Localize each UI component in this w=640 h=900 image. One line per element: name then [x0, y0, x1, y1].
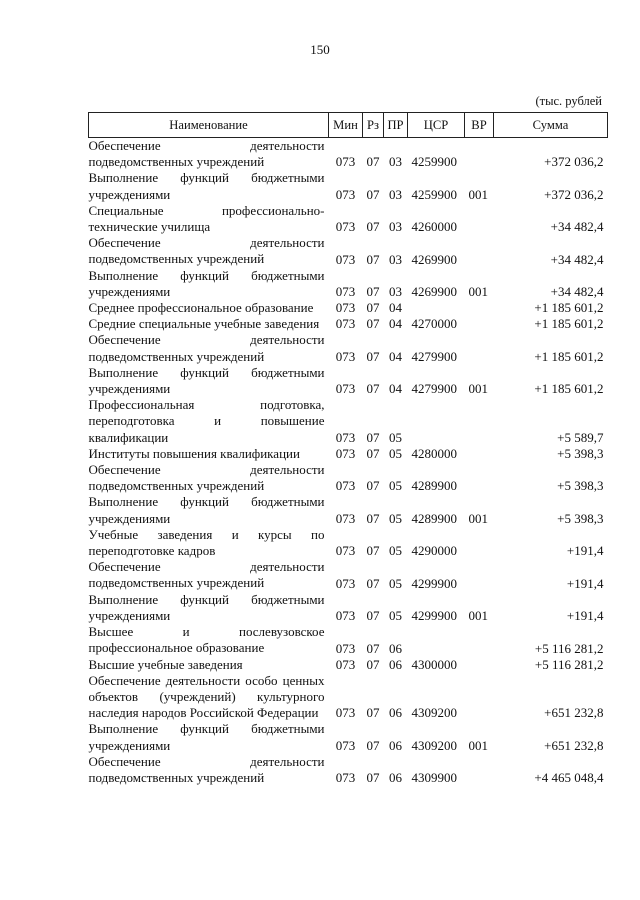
row-csr-cell: 4299900 [411, 575, 457, 591]
row-name-cell: Обеспечение деятельности особо ценных объектов (учреждений) культурного наследия народов Российской Федерации [88, 672, 325, 721]
table-row [89, 316, 608, 332]
table-row [89, 592, 608, 624]
row-pr-cell: 06 [389, 737, 402, 753]
row-name-cell: Выполнение функций бюджетными учреждениями [88, 721, 325, 753]
table-row [89, 559, 608, 591]
row-pr-cell: 06 [389, 770, 402, 786]
row-sum-cell: +5 398,3 [557, 446, 604, 462]
row-sum-cell: +5 398,3 [557, 510, 604, 526]
row-rz-cell: 07 [366, 656, 380, 672]
row-sum-cell: +34 482,4 [550, 284, 604, 300]
row-csr-cell: 4280000 [411, 446, 457, 462]
row-name-cell: Выполнение функций бюджетными учреждениями [88, 364, 325, 397]
row-csr-cell: 4259900 [411, 154, 457, 170]
column-header-min: Мин [329, 113, 363, 138]
row-rz-cell: 07 [366, 251, 380, 267]
row-min-cell: 073 [335, 543, 356, 559]
row-pr-cell: 03 [389, 219, 402, 235]
row-sum-cell: +5 589,7 [557, 429, 604, 445]
row-rz-cell: 07 [366, 640, 380, 656]
row-min-cell: 073 [335, 429, 356, 445]
row-rz-cell: 07 [366, 219, 380, 235]
table-row [89, 657, 608, 673]
row-vr-cell [465, 673, 494, 722]
row-sum-cell: +4 465 048,4 [534, 770, 604, 786]
row-pr-cell: 05 [389, 478, 402, 494]
row-min-cell: 073 [335, 608, 356, 624]
row-min-cell: 073 [335, 348, 356, 364]
row-vr-cell [465, 332, 494, 364]
row-rz-cell: 07 [366, 429, 380, 445]
row-pr-cell: 04 [389, 348, 402, 364]
row-pr-cell: 04 [389, 316, 402, 332]
row-sum-cell: +1 185 601,2 [534, 348, 604, 364]
table-row [89, 268, 608, 300]
row-name-cell: Высшее и послевузовское профессиональное образование [88, 624, 325, 656]
row-min-cell: 073 [335, 316, 356, 332]
row-pr-cell: 05 [389, 446, 402, 462]
row-csr-cell: 4300000 [411, 656, 457, 672]
row-vr-cell [465, 754, 494, 786]
row-csr-cell: 4289900 [411, 510, 457, 526]
row-csr-cell: 4290000 [411, 543, 457, 559]
row-sum-cell: +651 232,8 [544, 705, 604, 721]
row-rz-cell: 07 [366, 154, 380, 170]
row-sum-cell: +34 482,4 [550, 251, 604, 267]
row-csr-cell: 4289900 [411, 478, 457, 494]
row-rz-cell: 07 [366, 737, 380, 753]
table-row [89, 673, 608, 722]
row-name-cell: Обеспечение деятельности подведомственных учреждений [88, 753, 325, 785]
row-min-cell: 073 [335, 737, 356, 753]
row-name-cell: Специальные профессионально-технические училища [88, 202, 325, 235]
row-sum-cell: +191,4 [566, 608, 604, 624]
row-rz-cell: 07 [366, 705, 380, 721]
row-sum-cell: +1 185 601,2 [534, 316, 604, 332]
row-csr-cell: 4309200 [411, 737, 457, 753]
budget-table [88, 112, 608, 786]
row-pr-cell: 05 [389, 608, 402, 624]
row-rz-cell: 07 [366, 770, 380, 786]
row-vr-cell [465, 624, 494, 656]
row-vr-cell: 001 [468, 381, 488, 397]
row-pr-cell: 06 [389, 640, 402, 656]
table-row [89, 170, 608, 202]
row-name-cell: Выполнение функций бюджетными учреждениями [88, 170, 325, 202]
column-header-vr: ВР [465, 113, 494, 138]
table-row [89, 527, 608, 559]
row-sum-cell: +1 185 601,2 [534, 381, 604, 397]
row-csr-cell [408, 300, 465, 316]
row-name-cell: Учебные заведения и курсы по переподготовке кадров [88, 526, 325, 559]
row-pr-cell: 03 [389, 251, 402, 267]
row-name-cell: Высшие учебные заведения [88, 656, 243, 672]
row-name-cell: Обеспечение деятельности подведомственных учреждений [88, 332, 325, 364]
row-vr-cell: 001 [468, 510, 488, 526]
table-body [89, 138, 608, 787]
row-sum-cell: +1 185 601,2 [534, 300, 604, 316]
row-pr-cell: 06 [389, 705, 402, 721]
row-pr-cell: 05 [389, 510, 402, 526]
row-csr-cell: 4270000 [411, 316, 457, 332]
row-csr-cell [408, 624, 465, 656]
row-csr-cell: 4299900 [411, 608, 457, 624]
row-rz-cell: 07 [366, 284, 380, 300]
page-number: 150 [310, 42, 330, 57]
row-vr-cell [465, 316, 494, 332]
column-header-sum: Сумма [494, 113, 608, 138]
row-min-cell: 073 [335, 446, 356, 462]
row-sum-cell: +5 116 281,2 [534, 656, 604, 672]
row-rz-cell: 07 [366, 446, 380, 462]
row-sum-cell: +191,4 [566, 543, 604, 559]
row-sum-cell: +5 398,3 [557, 478, 604, 494]
row-pr-cell: 03 [389, 186, 402, 202]
row-pr-cell: 03 [389, 284, 402, 300]
row-name-cell: Средние специальные учебные заведения [88, 316, 320, 332]
row-min-cell: 073 [335, 186, 356, 202]
row-csr-cell: 4309900 [411, 770, 457, 786]
row-pr-cell: 05 [389, 543, 402, 559]
row-sum-cell: +5 116 281,2 [534, 640, 604, 656]
table-row [89, 446, 608, 462]
row-rz-cell: 07 [366, 608, 380, 624]
row-csr-cell: 4259900 [411, 186, 457, 202]
table-row [89, 462, 608, 494]
table-header [89, 113, 608, 138]
row-min-cell: 073 [335, 251, 356, 267]
row-name-cell: Выполнение функций бюджетными учреждениями [88, 267, 325, 299]
row-name-cell: Обеспечение деятельности подведомственных учреждений [88, 235, 325, 267]
row-vr-cell: 001 [468, 737, 488, 753]
row-rz-cell: 07 [366, 186, 380, 202]
units-note: (тыс. рублей [535, 94, 602, 108]
row-name-cell: Обеспечение деятельности подведомственных учреждений [88, 462, 325, 494]
row-vr-cell [465, 235, 494, 267]
row-rz-cell: 07 [366, 316, 380, 332]
row-csr-cell: 4279900 [411, 348, 457, 364]
row-vr-cell: 001 [468, 186, 488, 202]
row-vr-cell [465, 203, 494, 235]
row-vr-cell [465, 397, 494, 446]
row-min-cell: 073 [335, 656, 356, 672]
table-row [89, 138, 608, 171]
table-row [89, 235, 608, 267]
row-pr-cell: 05 [389, 575, 402, 591]
row-min-cell: 073 [335, 575, 356, 591]
row-csr-cell: 4309200 [411, 705, 457, 721]
row-vr-cell: 001 [468, 284, 488, 300]
row-sum-cell: +191,4 [566, 575, 604, 591]
row-pr-cell: 06 [389, 656, 402, 672]
row-min-cell: 073 [335, 640, 356, 656]
row-min-cell: 073 [335, 510, 356, 526]
row-vr-cell [465, 462, 494, 494]
table-row [89, 365, 608, 397]
row-rz-cell: 07 [366, 478, 380, 494]
table-row [89, 300, 608, 316]
row-csr-cell [408, 397, 465, 446]
row-csr-cell: 4260000 [411, 219, 457, 235]
table-row [89, 721, 608, 753]
row-rz-cell: 07 [366, 575, 380, 591]
row-min-cell: 073 [335, 705, 356, 721]
row-name-cell: Обеспечение деятельности подведомственных учреждений [88, 138, 325, 170]
row-csr-cell: 4279900 [411, 381, 457, 397]
row-vr-cell [465, 657, 494, 673]
row-name-cell: Среднее профессиональное образование [88, 300, 314, 316]
column-header-pr: ПР [384, 113, 408, 138]
row-pr-cell: 04 [389, 381, 402, 397]
row-vr-cell [465, 300, 494, 316]
row-min-cell: 073 [335, 284, 356, 300]
table-row [89, 494, 608, 526]
row-vr-cell [465, 138, 494, 171]
row-rz-cell: 07 [366, 300, 380, 316]
row-name-cell: Институты повышения квалификации [88, 445, 300, 461]
table-row [89, 754, 608, 786]
column-header-name: Наименование [89, 113, 329, 138]
row-pr-cell: 05 [389, 429, 402, 445]
row-vr-cell [465, 446, 494, 462]
row-pr-cell: 03 [389, 154, 402, 170]
table-row [89, 203, 608, 235]
table-row [89, 332, 608, 364]
row-sum-cell: +651 232,8 [544, 737, 604, 753]
row-name-cell: Выполнение функций бюджетными учреждениями [88, 591, 325, 623]
row-rz-cell: 07 [366, 381, 380, 397]
row-name-cell: Профессиональная подготовка, переподготовка и повышение квалификации [88, 397, 325, 445]
row-rz-cell: 07 [366, 510, 380, 526]
row-vr-cell [465, 527, 494, 559]
row-min-cell: 073 [335, 154, 356, 170]
row-sum-cell: +372 036,2 [544, 154, 604, 170]
row-min-cell: 073 [335, 381, 356, 397]
row-vr-cell [465, 559, 494, 591]
row-name-cell: Выполнение функций бюджетными учреждениями [88, 494, 325, 526]
row-csr-cell: 4269900 [411, 251, 457, 267]
row-vr-cell: 001 [468, 608, 488, 624]
row-sum-cell: +372 036,2 [544, 186, 604, 202]
row-min-cell: 073 [335, 770, 356, 786]
row-sum-cell: +34 482,4 [550, 219, 604, 235]
row-min-cell: 073 [335, 219, 356, 235]
row-csr-cell: 4269900 [411, 284, 457, 300]
row-min-cell: 073 [335, 300, 356, 316]
row-name-cell: Обеспечение деятельности подведомственных учреждений [88, 559, 325, 591]
table-row [89, 397, 608, 446]
row-pr-cell: 04 [389, 300, 402, 316]
column-header-rz: Рз [363, 113, 384, 138]
row-min-cell: 073 [335, 478, 356, 494]
row-rz-cell: 07 [366, 348, 380, 364]
row-rz-cell: 07 [366, 543, 380, 559]
column-header-csr: ЦСР [408, 113, 465, 138]
table-row [89, 624, 608, 656]
